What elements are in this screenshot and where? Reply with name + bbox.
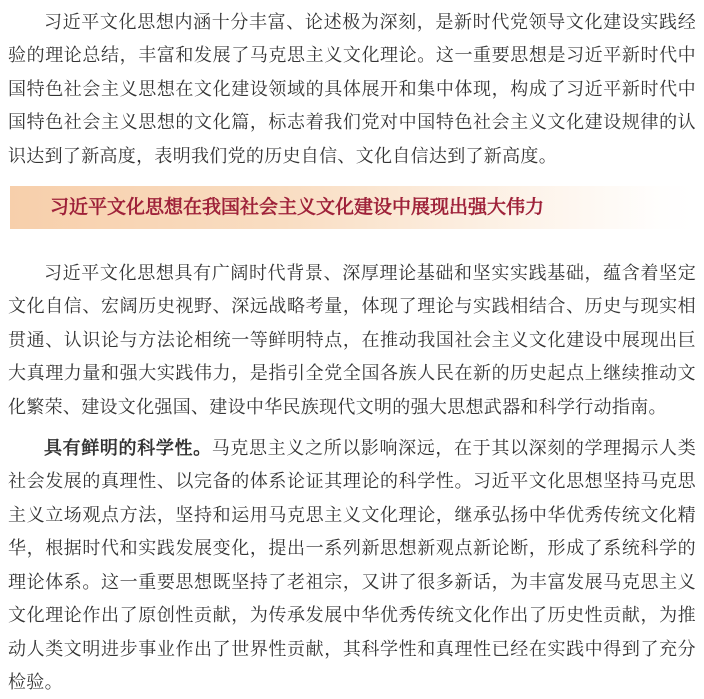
paragraph-scientific-nature	[8, 432, 696, 699]
paragraph-lead-bold: 具有鲜明的科学性。	[44, 438, 212, 459]
paragraph-intro: 习近平文化思想内涵十分丰富、论述极为深刻，是新时代党领导文化建设实践经验的理论总结，丰富和发展了马克思主义文化理论。这一重要思想是习近平新时代中国特色社会主义思想在文化建设领域的具体展开和集中体现，构成了习近平新时代中国特色社会主义思想的文化篇，标志着我们党对中国特色社会主义文化建设规律的认识达到了新高度，表明我们党的历史自信、文化自信达到了新高度。	[8, 12, 696, 166]
paragraph-overview: 习近平文化思想具有广阔时代背景、深厚理论基础和坚实实践基础，蕴含着坚定文化自信、宏阔历史视野、深远战略考量，体现了理论与实践相结合、历史与现实相贯通、认识论与方法论相统一等鲜明特点，在推动我国社会主义文化建设中展现出巨大真理力量和强大实践伟力，是指引全党全国各族人民在新的历史起点上继续推动文化繁荣、建设文化强国、建设中华民族现代文明的强大思想武器和科学行动指南。	[8, 263, 696, 417]
paragraph-body-text: 马克思主义之所以影响深远，在于其以深刻的学理揭示人类社会发展的真理性、以完备的体系论证其理论的科学性。习近平文化思想坚持马克思主义立场观点方法，坚持和运用马克思主义文化理论，继承弘扬中华优秀传统文化精华，根据时代和实践发展变化，提出一系列新思想新观点新论断，形成了系统科学的理论体系。这一重要思想既坚持了老祖宗，又讲了很多新话，为丰富发展马克思主义文化理论作出了原创性贡献，为传承发展中华优秀传统文化作出了历史性贡献，为推动人类文明进步事业作出了世界性贡献，其科学性和真理性已经在实践中得到了充分检验。	[8, 438, 696, 692]
section-heading: 习近平文化思想在我国社会主义文化建设中展现出强大伟力	[10, 186, 696, 229]
